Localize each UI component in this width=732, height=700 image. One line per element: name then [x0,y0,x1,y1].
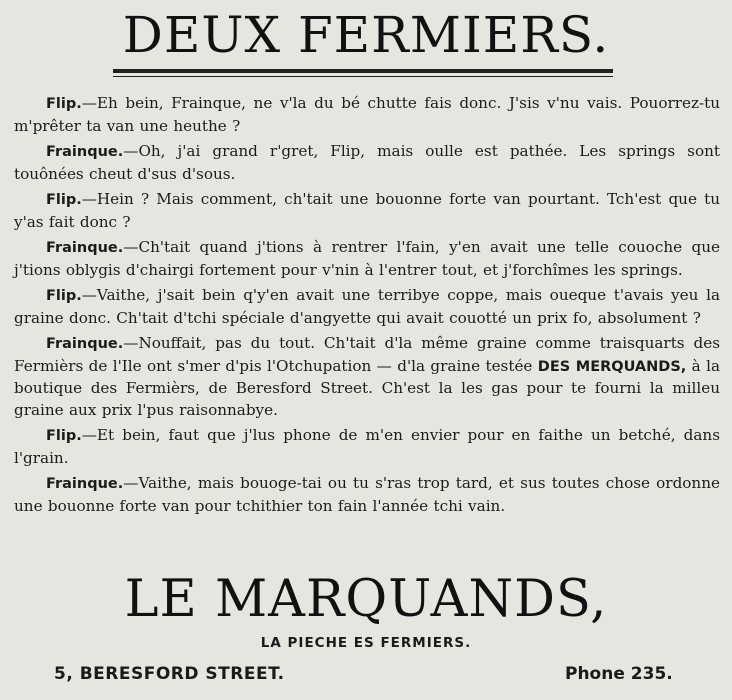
speaker-name: Flip. [46,96,82,112]
dialogue-paragraph [14,141,720,185]
company-name: LE MARQUANDS, [124,570,608,629]
headline: DEUX FERMIERS. [122,6,610,64]
dialogue-text: —Oh, j'ai grand r'gret, Flip, mais oulle est pathée. Les springs sont touônées cheut d'sus d'sous. [14,142,720,183]
dialogue-paragraph [14,93,720,137]
headline-rule-thick [113,69,613,73]
brand-mention: DES MERQUANDS, [537,358,687,375]
dialogue-paragraph [14,285,720,329]
headline-rule-thin [113,76,613,77]
dialogue-body [14,93,720,521]
dialogue-text: —Ch'tait quand j'tions à rentrer l'fain, y'en avait une telle couoche que j'tions oblygis d'chairgi fortement pour v'nin à l'entrer tout, et j'forchîmes les springs. [14,238,720,279]
speaker-name: Frainque. [46,240,124,256]
dialogue-paragraph [14,333,720,421]
speaker-name: Frainque. [46,476,124,492]
dialogue-paragraph [14,189,720,233]
dialogue-text: —Eh bein, Frainque, ne v'la du bé chutte fais donc. J'sis v'nu vais. Pouorrez-tu m'prêter ta van une heuthe ? [14,94,720,135]
dialogue-paragraph [14,237,720,281]
speaker-name: Flip. [46,192,82,208]
speaker-name: Frainque. [46,144,124,160]
speaker-name: Flip. [46,288,82,304]
speaker-name: Flip. [46,428,82,444]
dialogue-text: —Nouffait, pas du tout. Ch'tait d'la même graine comme traisquarts des Fermièrs de l'Ile ont s'mer d'pis l'Otchupation — d'la graine testée [14,334,720,375]
company-tagline: LA PIECHE ES FERMIERS. [260,635,472,651]
dialogue-text: —Vaithe, mais bouoge-tai ou tu s'ras trop tard, et sus toutes chose ordonne une bouonne forte van pour tchithier ton fain l'année tchi vain. [14,474,720,515]
dialogue-text: —Vaithe, j'sait bein q'y'en avait une terribye coppe, mais oueque t'avais yeu la graine donc. Ch'tait d'tchi spéciale d'angyette qui avait couotté un prix fo, absolument ? [14,286,720,327]
dialogue-text: —Et bein, faut que j'lus phone de m'en envier pour en faithe un betché, dans l'grain. [14,426,720,467]
dialogue-paragraph [14,473,720,517]
company-address: 5, BERESFORD STREET. [54,664,285,684]
dialogue-text: —Hein ? Mais comment, ch'tait une bouonne forte van pourtant. Tch'est que tu y'as fait donc ? [14,190,720,231]
dialogue-text-continued: à la boutique des Fermièrs, de Beresford Street. Ch'est la les gas pour te fourni la milleu graine aux prix l'pus raisonnabye. [14,356,720,419]
company-phone: Phone 235. [565,664,673,684]
speaker-name: Frainque. [46,336,124,352]
dialogue-paragraph [14,425,720,469]
